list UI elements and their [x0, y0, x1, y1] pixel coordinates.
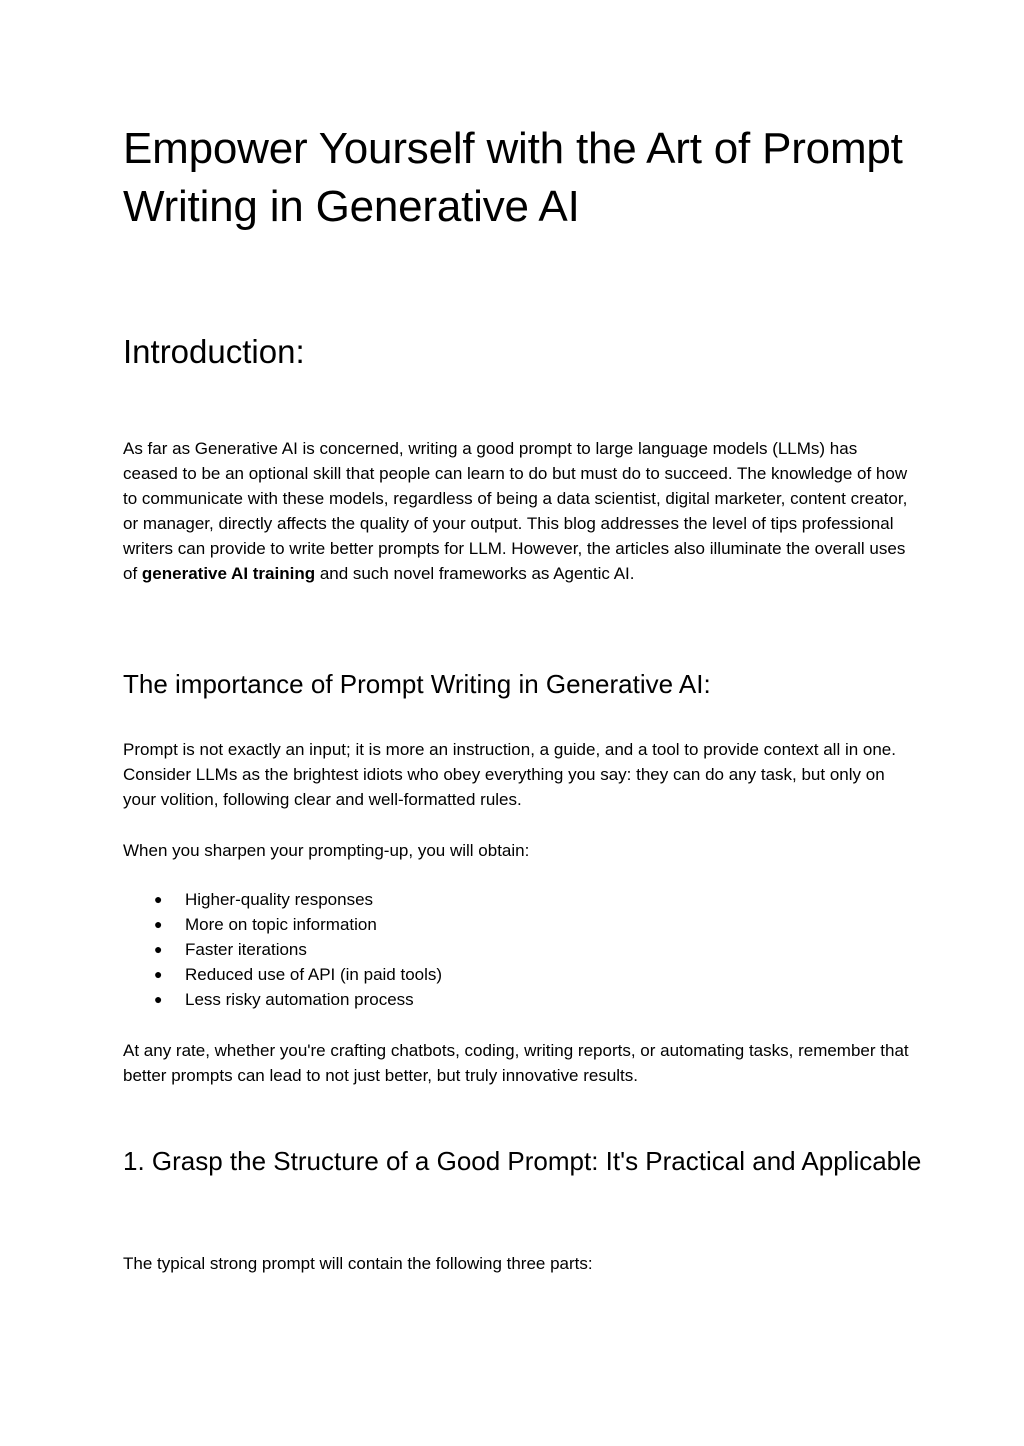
introduction-text: As far as Generative AI is concerned, writing a good prompt to large language models (LLMs) has ceased to be an optional skill that people can learn to do but must do to succeed. The knowledge of how to communicate with these models, regardless of being a data scientist, digital marketer, content creator, or manager, directly affects the quality of your output. This blog addresses the level of tips professional writers can provide to write better prompts for LLM. However, the articles also illuminate the overall uses of [123, 439, 908, 583]
introduction-text-end: and such novel frameworks as Agentic AI. [315, 564, 635, 583]
bullet-icon: ● [154, 966, 163, 982]
list-item-text: Faster iterations [185, 940, 307, 959]
section-1-paragraph: The typical strong prompt will contain the following three parts: [123, 1254, 593, 1273]
benefits-list [123, 887, 442, 1012]
list-item [123, 912, 442, 937]
generative-ai-training-term: generative AI training [141, 564, 316, 583]
section-1-heading: 1. Grasp the Structure of a Good Prompt: It's Practical and Applicable [123, 1146, 922, 1176]
introduction-heading: Introduction: [123, 333, 305, 370]
importance-paragraph: Prompt is not exactly an input; it is more an instruction, a guide, and a tool to provide context all in one. Consider LLMs as the brightest idiots who obey everything you say: they can do any task, but only on your volition, following clear and well-formatted rules. [123, 740, 896, 809]
list-item [123, 987, 442, 1012]
list-item [123, 962, 442, 987]
list-item-text: Reduced use of API (in paid tools) [185, 965, 443, 984]
introduction-paragraph [123, 436, 913, 586]
obtain-lead-text: When you sharpen your prompting-up, you will obtain: [123, 841, 530, 860]
list-item-text: Less risky automation process [185, 990, 414, 1009]
closing-paragraph: At any rate, whether you're crafting chatbots, coding, writing reports, or automating tasks, remember that better prompts can lead to not just better, but truly innovative results. [123, 1041, 909, 1085]
bullet-icon: ● [154, 916, 163, 932]
bullet-icon: ● [154, 991, 163, 1007]
bullet-icon: ● [154, 891, 163, 907]
bullet-icon: ● [154, 941, 163, 957]
list-item [123, 937, 442, 962]
document-title: Empower Yourself with the Art of Prompt Writing in Generative AI [123, 124, 903, 231]
list-item-text: More on topic information [185, 915, 377, 934]
list-item [123, 887, 442, 912]
list-item-text: Higher-quality responses [185, 890, 374, 909]
importance-heading: The importance of Prompt Writing in Generative AI: [123, 669, 711, 699]
